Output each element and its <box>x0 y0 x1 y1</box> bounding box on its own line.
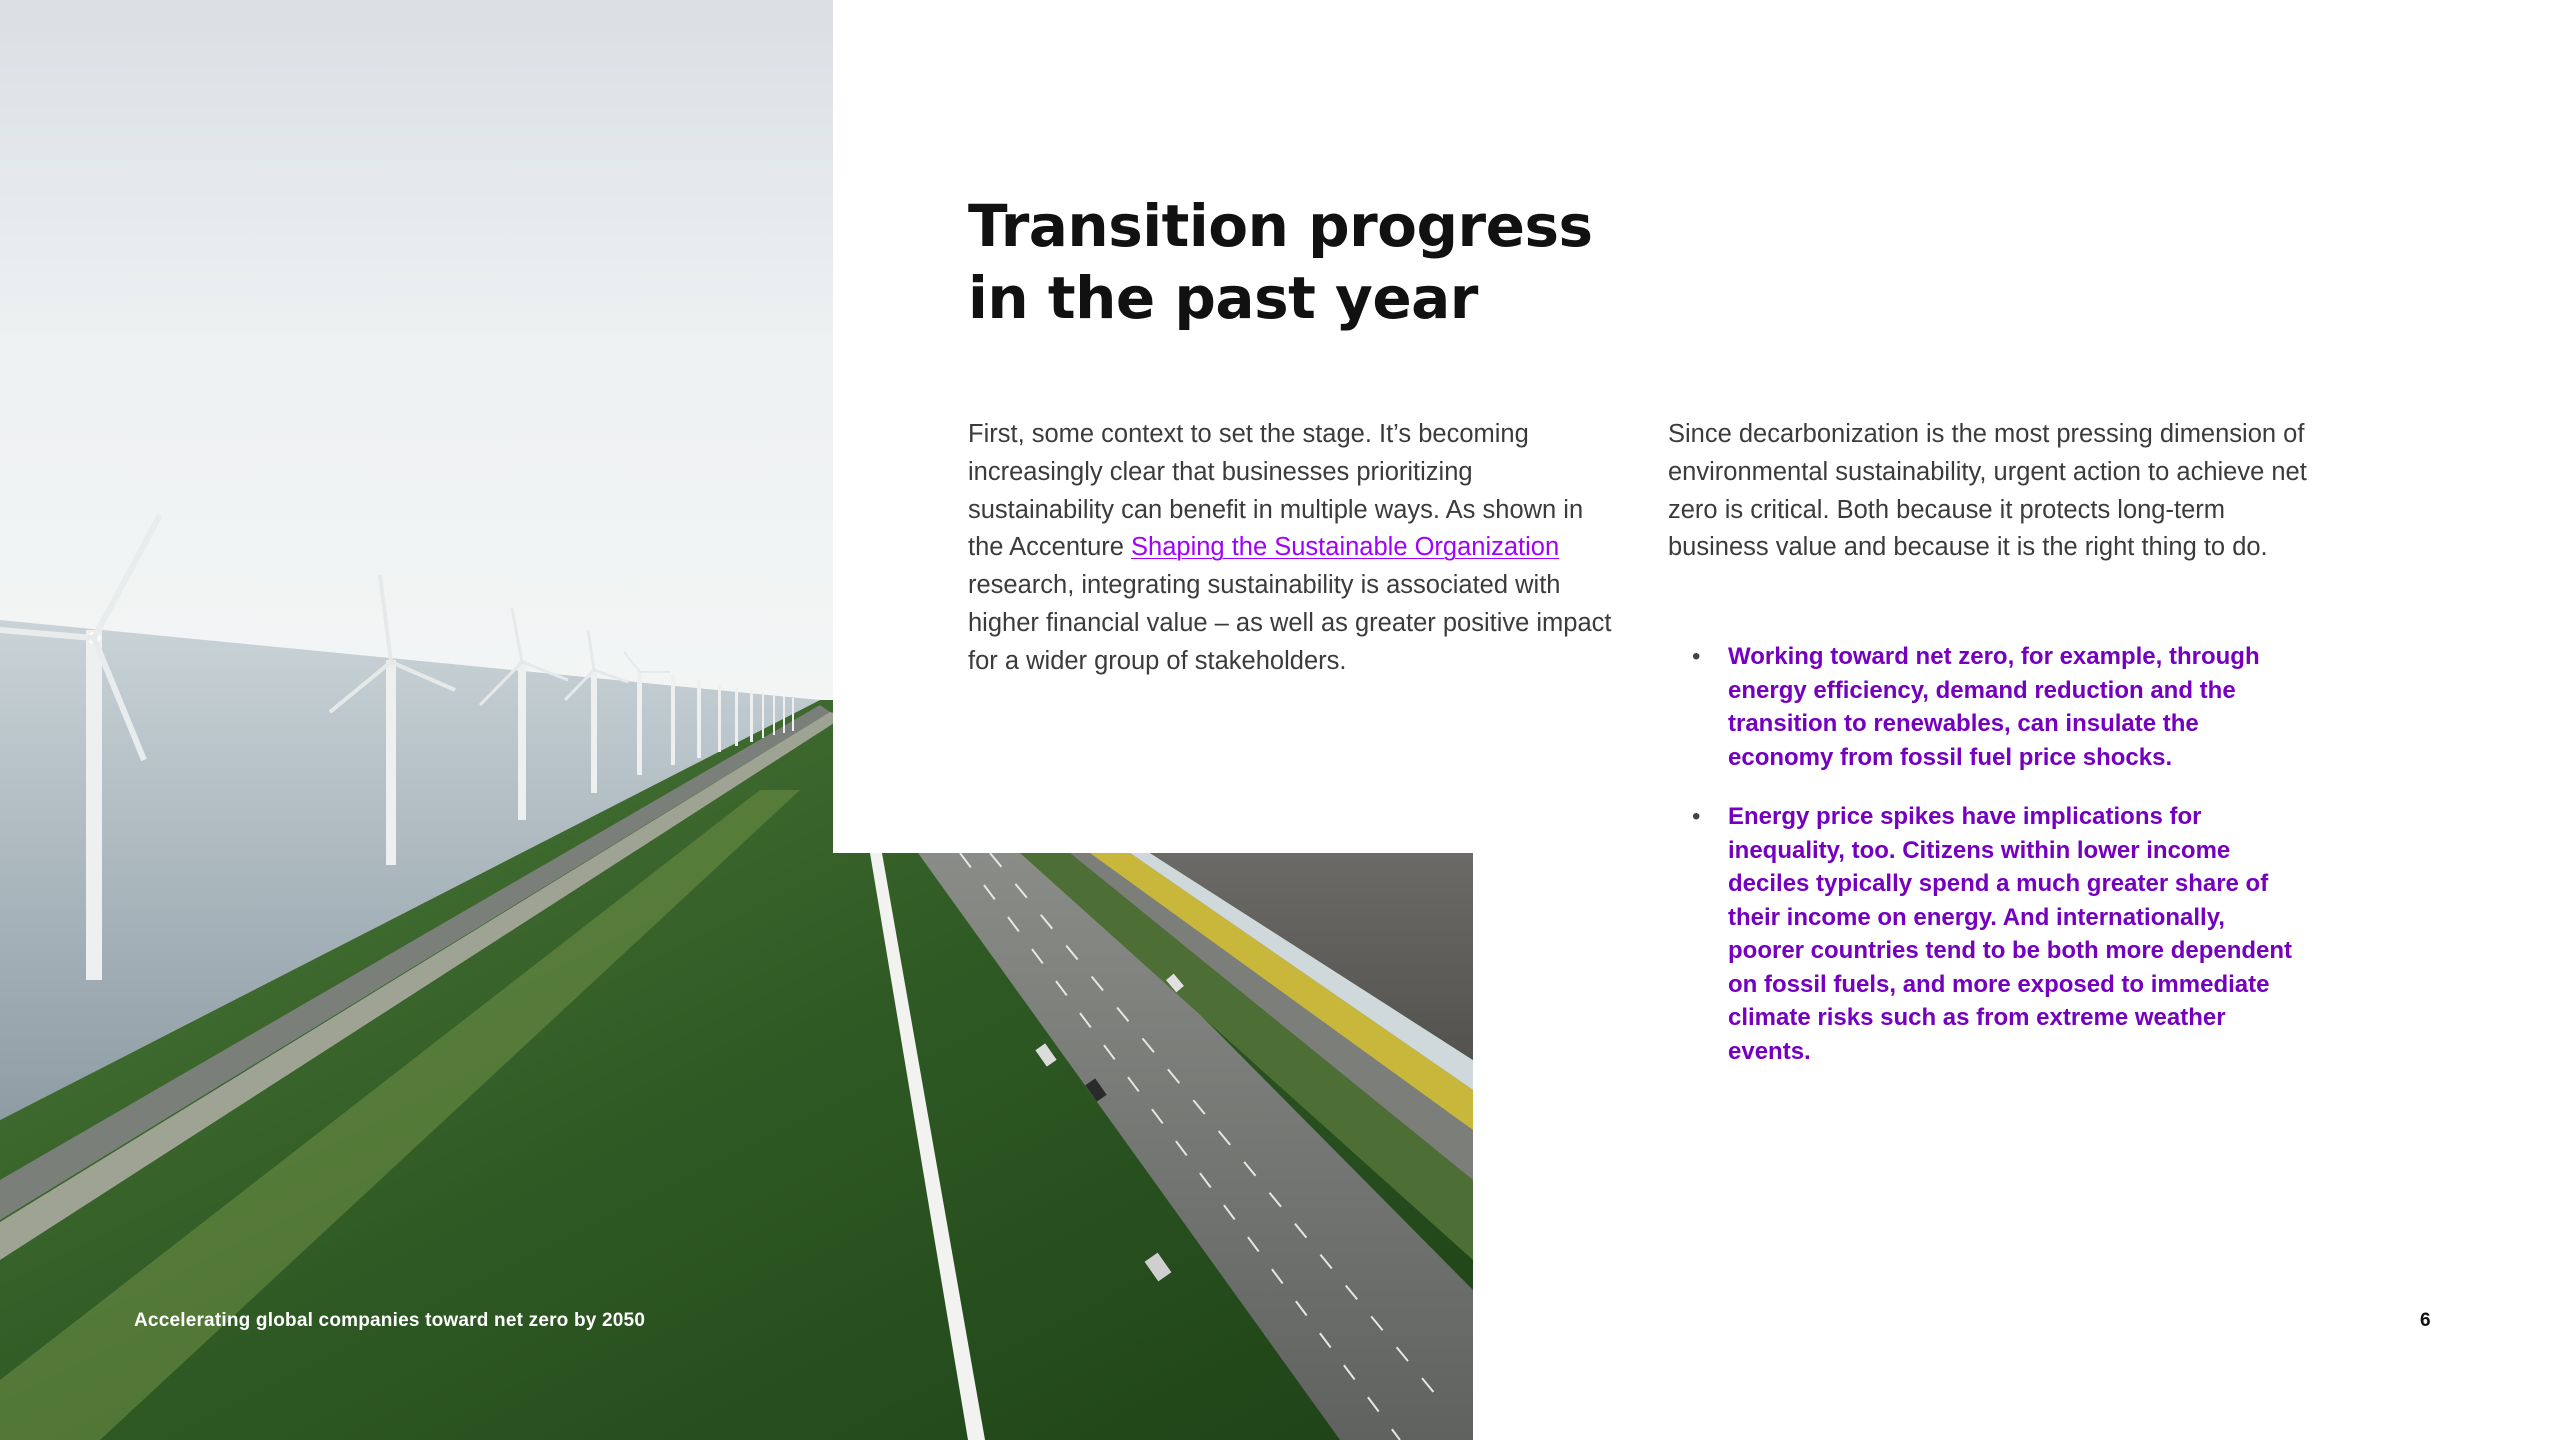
intro-text-before-link: First, some context to set the stage. It’s becoming increasingly clear that businesses prioritizing sustainability can benefit in multiple ways. As shown in the Accenture <box>968 420 1584 562</box>
report-title-footer: Accelerating global companies toward net zero by 2050 <box>134 1310 646 1331</box>
page-title <box>968 190 1593 334</box>
page-title-line-1: Transition progress <box>968 192 1593 260</box>
shaping-sustainable-organization-link[interactable]: Shaping the Sustainable Organization <box>1131 533 1560 562</box>
intro-text-after-link: research, integrating sustainability is associated with higher financial value – as well as greater positive impact for a wider group of stakeholders. <box>968 571 1612 675</box>
bullet-text: Energy price spikes have implications for inequality, too. Citizens within lower income deciles typically spend a much greater share of their income on energy. And internationally, poorer countries tend to be both more dependent on fossil fuels, and more exposed to immediate climate risks such as from extreme weather events. <box>1728 803 2293 1065</box>
decarbonization-paragraph: Since decarbonization is the most pressing dimension of environmental sustainability, urgent action to achieve net zero is critical. Both because it protects long-term business value and because it is the right thing to do. <box>1668 420 2307 562</box>
bullet-dot-icon: • <box>1692 643 1701 670</box>
page-number: 6 <box>2420 1310 2431 1331</box>
page-title-line-2: in the past year <box>968 264 1478 332</box>
intro-paragraph <box>968 416 1618 681</box>
bullet-text: Working toward net zero, for example, through energy efficiency, demand reduction and the transition to renewables, can insulate the economy from fossil fuel price shocks. <box>1728 643 2260 771</box>
list-item <box>1686 640 2306 774</box>
key-points-list <box>1686 640 2306 1094</box>
list-item <box>1686 800 2306 1068</box>
bullet-dot-icon: • <box>1692 803 1701 830</box>
